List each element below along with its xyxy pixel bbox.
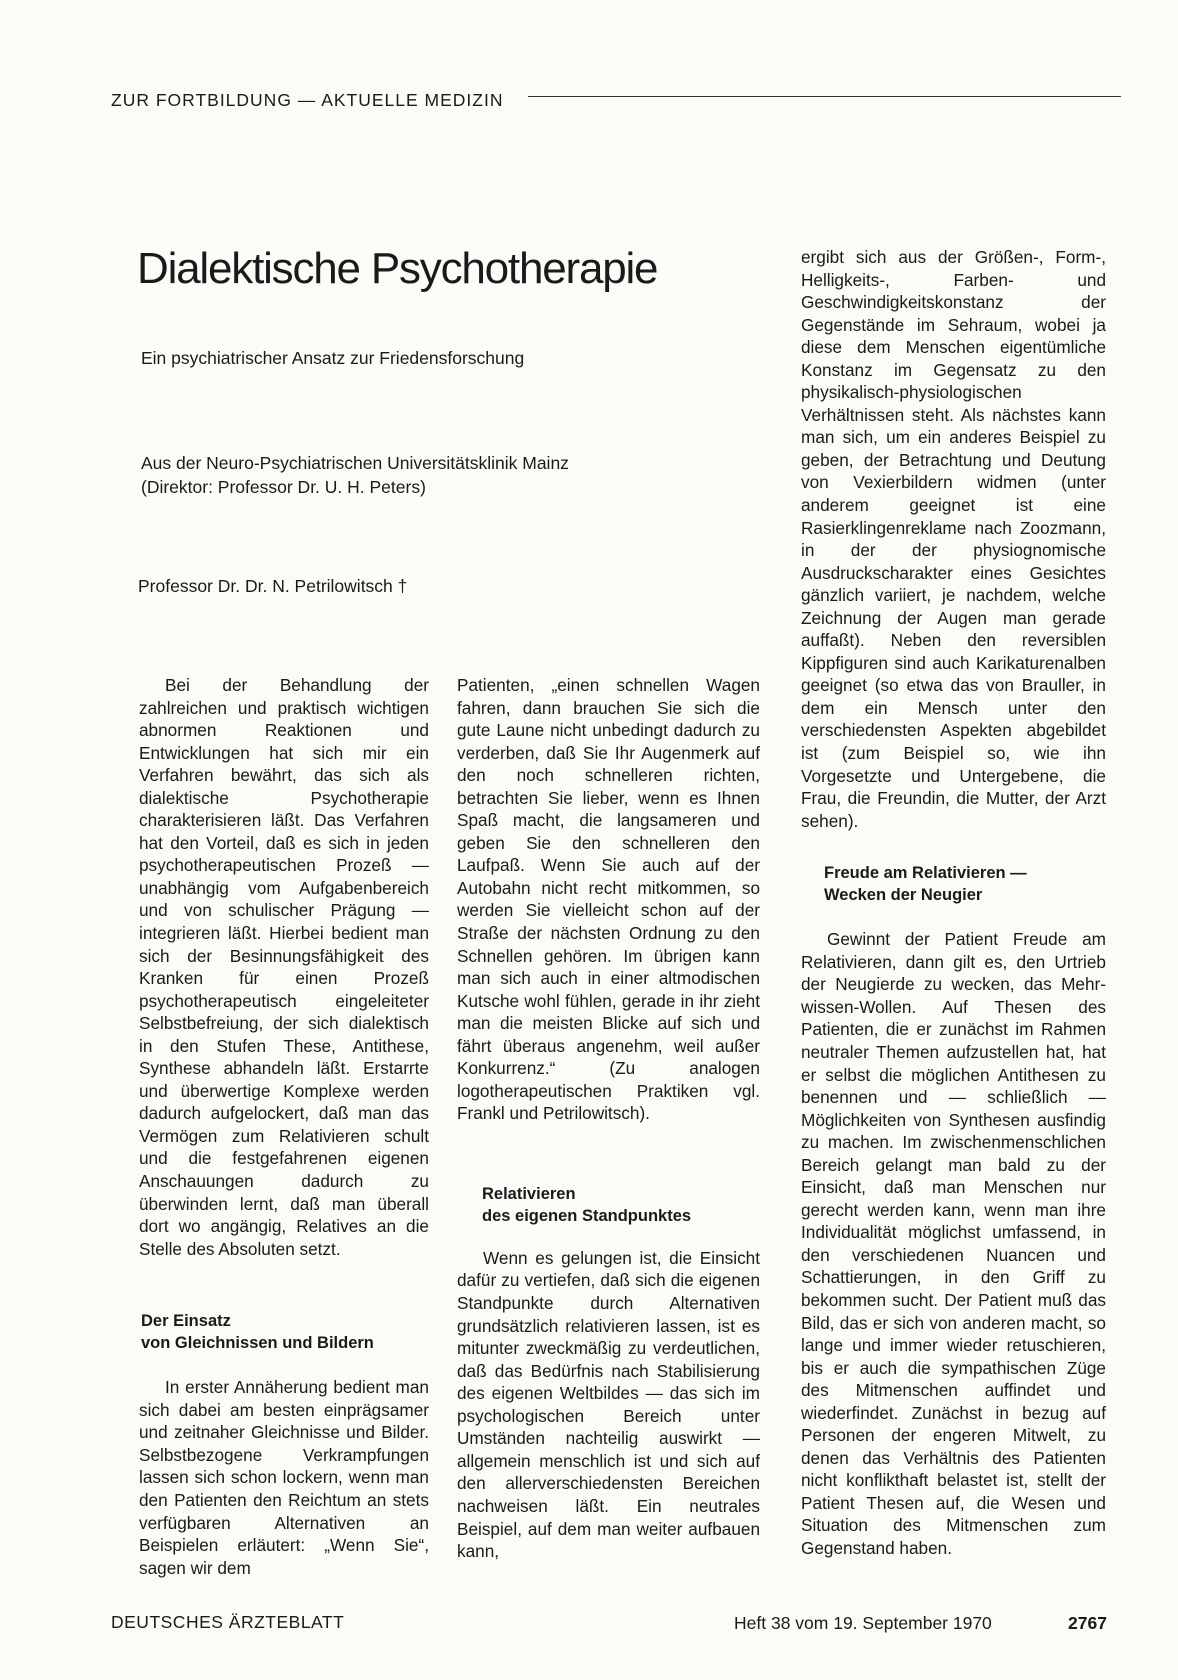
heading-line: Wecken der Neugier <box>824 886 983 905</box>
text-column-3 <box>801 246 1106 1560</box>
heading-line: Freude am Relativieren — <box>824 864 1027 883</box>
footer-journal-name: DEUTSCHES ÄRZTEBLATT <box>111 1612 345 1632</box>
paragraph: Patienten, „einen schnellen Wagen fahren, dann brauchen Sie sich die gute Laune nicht unbedingt dadurch zu verderben, daß Sie Ihr Augenmerk auf den noch schnelleren richten, betrachten Sie lieber, wenn es Ihnen Spaß macht, die langsameren und geben Sie den schnelleren den Laufpaß. Wenn Sie auch auf der Autobahn nicht recht mitkommen, so werden Sie vielleicht schon auf der Straße der nächsten Ordnung zu den Schnellen gehören. Im übrigen kann man sich auch in einer altmodischen Kutsche wohl fühlen, gerade in ihr zieht man die meisten Blicke auf sich und fährt überaus angenehm, weil außer Konkurrenz.“ (Zu analogen logotherapeutischen Praktiken vgl. Frankl und Petrilowitsch). <box>457 675 760 1124</box>
section-heading <box>139 1310 429 1354</box>
article-title: Dialektische Psychotherapie <box>137 244 658 293</box>
text-column-2 <box>457 674 760 1563</box>
institution-block <box>141 451 569 499</box>
section-heading <box>801 862 1106 906</box>
text-column-1 <box>139 674 429 1579</box>
paragraph: ergibt sich aus der Größen-, Form-, Helligkeits-, Farben- und Geschwindigkeitskonstanz der Gegenstände im Sehraum, wobei ja diese dem Menschen eigentümliche Konstanz im Gegensatz zu den physikalisch-physiologischen Verhältnissen steht. Als nächstes kann man sich, um ein anderes Beispiel zu geben, der Betrachtung und Deutung von Vexierbildern widmen (unter anderem geeignet ist eine Rasierklingenreklame nach Zoozmann, in der der physiognomische Ausdruckscharakter eines Gesichtes gänzlich variiert, je nachdem, welche Zeichnung der Augen man gerade auffaßt). Neben den reversiblen Kippfiguren sind auch Karikaturenalben geeignet (so etwa das von Brauller, in dem ein Mensch unter den verschiedensten Aspekten abgebildet ist (zum Beispiel so, wie ihn Vorgesetzte und Untergebene, die Frau, die Freundin, die Mutter, der Arzt sehen). <box>801 247 1106 831</box>
article-subtitle: Ein psychiatrischer Ansatz zur Friedensforschung <box>141 348 525 368</box>
director-line: (Direktor: Professor Dr. U. H. Peters) <box>141 477 426 497</box>
heading-line: von Gleichnissen und Bildern <box>141 1334 374 1353</box>
author-line: Professor Dr. Dr. N. Petrilowitsch † <box>138 576 408 596</box>
footer-issue: Heft 38 vom 19. September 1970 <box>734 1613 992 1633</box>
paragraph: Gewinnt der Patient Freude am Relativieren, dann gilt es, den Urtrieb der Neugierde zu wecken, das Mehr-wissen-Wollen. Auf Thesen des Patienten, die er zunächst im Rahmen neutraler Themen aufzustellen hat, hat er selbst die möglichen Antithesen zu benennen und — schließlich — Möglichkeiten von Synthesen ausfindig zu machen. Im zwischenmenschlichen Bereich gelangt man bald zu der Einsicht, daß man Menschen nur gerecht werden kann, wenn man ihre Individualität möglichst umfassend, in den verschiedenen Nuancen und Schattierungen, in den Griff zu bekommen sucht. Der Patient muß das Bild, das er sich von anderen macht, so lange und immer wieder retuschieren, bis er auch die sympathischen Züge des Mitmenschen auffindet und wiederfindet. Zunächst in bezug auf Personen der engeren Mitwelt, zu denen das Verhältnis des Patienten nicht konflikthaft belastet ist, stellt der Patient Thesen auf, die Wesen und Situation des Mitmenschen zum Gegenstand haben. <box>801 929 1106 1558</box>
paragraph: Wenn es gelungen ist, die Einsicht dafür zu vertiefen, daß sich die eigenen Standpunkte durch Alternativen grundsätzlich relativieren lassen, ist es mitunter zweckmäßig zu verdeutlichen, daß das Bedürfnis nach Stabilisierung des eigenen Weltbildes — das sich im psychologischen Bereich unter Umständen nachteilig auswirkt — allgemein menschlich ist und sich auf den allerverschiedensten Bereichen nachweisen läßt. Ein neutrales Beispiel, auf dem man weiter aufbauen kann, <box>457 1247 760 1562</box>
section-header: ZUR FORTBILDUNG — AKTUELLE MEDIZIN <box>111 90 504 110</box>
heading-line: Der Einsatz <box>141 1312 231 1331</box>
page-number: 2767 <box>1068 1613 1107 1633</box>
heading-line: des eigenen Standpunktes <box>482 1206 692 1225</box>
paragraph: In erster Annäherung bedient man sich dabei am besten einprägsamer und zeitnaher Gleichnisse und Bilder. Selbstbezogene Verkrampfungen lassen sich schon lockern, wenn man den Patienten den Reichtum an stets verfügbaren Alternativen an Beispielen erläutert: „Wenn Sie“, sagen wir dem <box>139 1377 429 1578</box>
institution-line: Aus der Neuro-Psychiatrischen Universitätsklinik Mainz <box>141 453 569 473</box>
heading-line: Relativieren <box>482 1184 576 1203</box>
section-heading <box>457 1183 760 1227</box>
paragraph: Bei der Behandlung der zahlreichen und praktisch wichtigen abnormen Reaktionen und Entwicklungen hat sich mir ein Verfahren bewährt, das sich als dialektische Psychotherapie charakterisieren läßt. Das Verfahren hat den Vorteil, daß es sich in jeden psychotherapeutischen Prozeß — unabhängig vom Aufgabenbereich und von schulischer Prägung — integrieren läßt. Hierbei bedient man sich der Besinnungsfähigkeit des Kranken für einen Prozeß psychotherapeutisch eingeleiteter Selbstbefreiung, der sich dialektisch in den Stufen These, Antithese, Synthese abhandeln läßt. Erstarrte und überwertige Komplexe werden dadurch aufgelockert, daß man das Vermögen zum Relativieren schult und die festgefahrenen eigenen Anschauungen dadurch zu überwinden lernt, daß man überall dort wo angängig, Relatives an die Stelle des Absoluten setzt. <box>139 675 429 1259</box>
header-rule <box>528 96 1121 97</box>
